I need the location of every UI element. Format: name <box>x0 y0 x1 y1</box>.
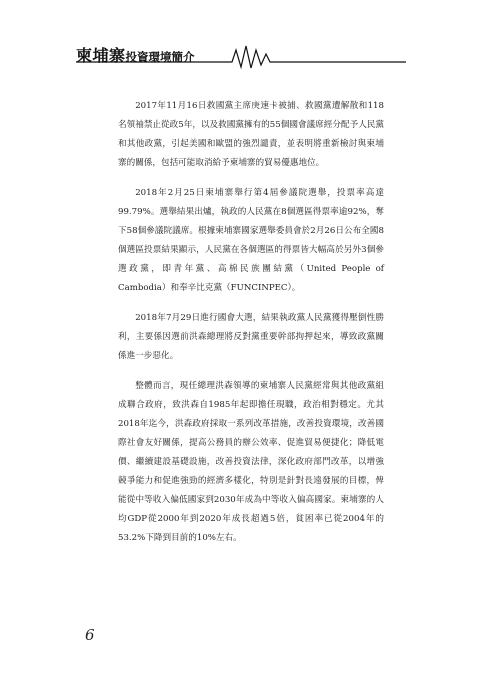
paragraph: 整體而言，現任總理洪森領導的柬埔寨人民黨經常與其他政黨組成聯合政府，致洪森自1985年起即擔任現職，政治相對穩定。尤其2018年迄今，洪森政府採取一系列改革措施，改善投資環境，改善國際社會友好關係，提高公務員的辦公效率、促進貿易便捷化；降低電價、繼續建設基礎設施，改善投資法律，深化政府部門改革，以增強競爭能力和促進強勁的經濟多樣化，特別是針對長遠發展的目標，俾能從中等收入偏低國家到2030年成為中等收入偏高國家。柬埔寨的人均GDP從2000年到2020年成長超過5倍，貧困率已從2004年的53.2%下降到目前的10%左右。 <box>118 381 384 543</box>
running-header <box>76 40 406 70</box>
header-title-main: 柬埔寨 <box>76 46 126 65</box>
paragraph: 2018年2月25日柬埔寨舉行第4屆參議院選舉，投票率高達99.79%。選舉結果出爐，執政的人民黨在8個選區得票率逾92%，奪下58個參議院議席。根據柬埔寨國家選舉委員會於2月26日公布全國8個選區投票結果顯示，人民黨在各個選區的得票皆大幅高於另外3個參選政黨，即青年黨、高棉民族團結黨（United People of Cambodia）和奉辛比克黨（FUNCINPEC）。 <box>118 188 384 293</box>
header-title <box>76 43 195 66</box>
page-number: 6 <box>85 626 95 644</box>
body-text <box>118 97 384 559</box>
paragraph: 2018年7月29日進行國會大選，結果執政黨人民黨獲得壓倒性勝利，主要係因選前洪森總理將反對黨重要幹部拘押起來，導致政黨關係進一步惡化。 <box>118 313 384 361</box>
paragraph: 2017年11月16日救國黨主席庚速卡被捕、救國黨遭解散和118名領袖禁止從政5年，以及救國黨擁有的55個國會議席經分配予人民黨和其他政黨，引起美國和歐盟的強烈譴責，並表明將重新檢討與柬埔寨的關係，包括可能取消給予柬埔寨的貿易優惠地位。 <box>118 101 384 168</box>
header-title-sub: 投資環境簡介 <box>125 50 195 64</box>
